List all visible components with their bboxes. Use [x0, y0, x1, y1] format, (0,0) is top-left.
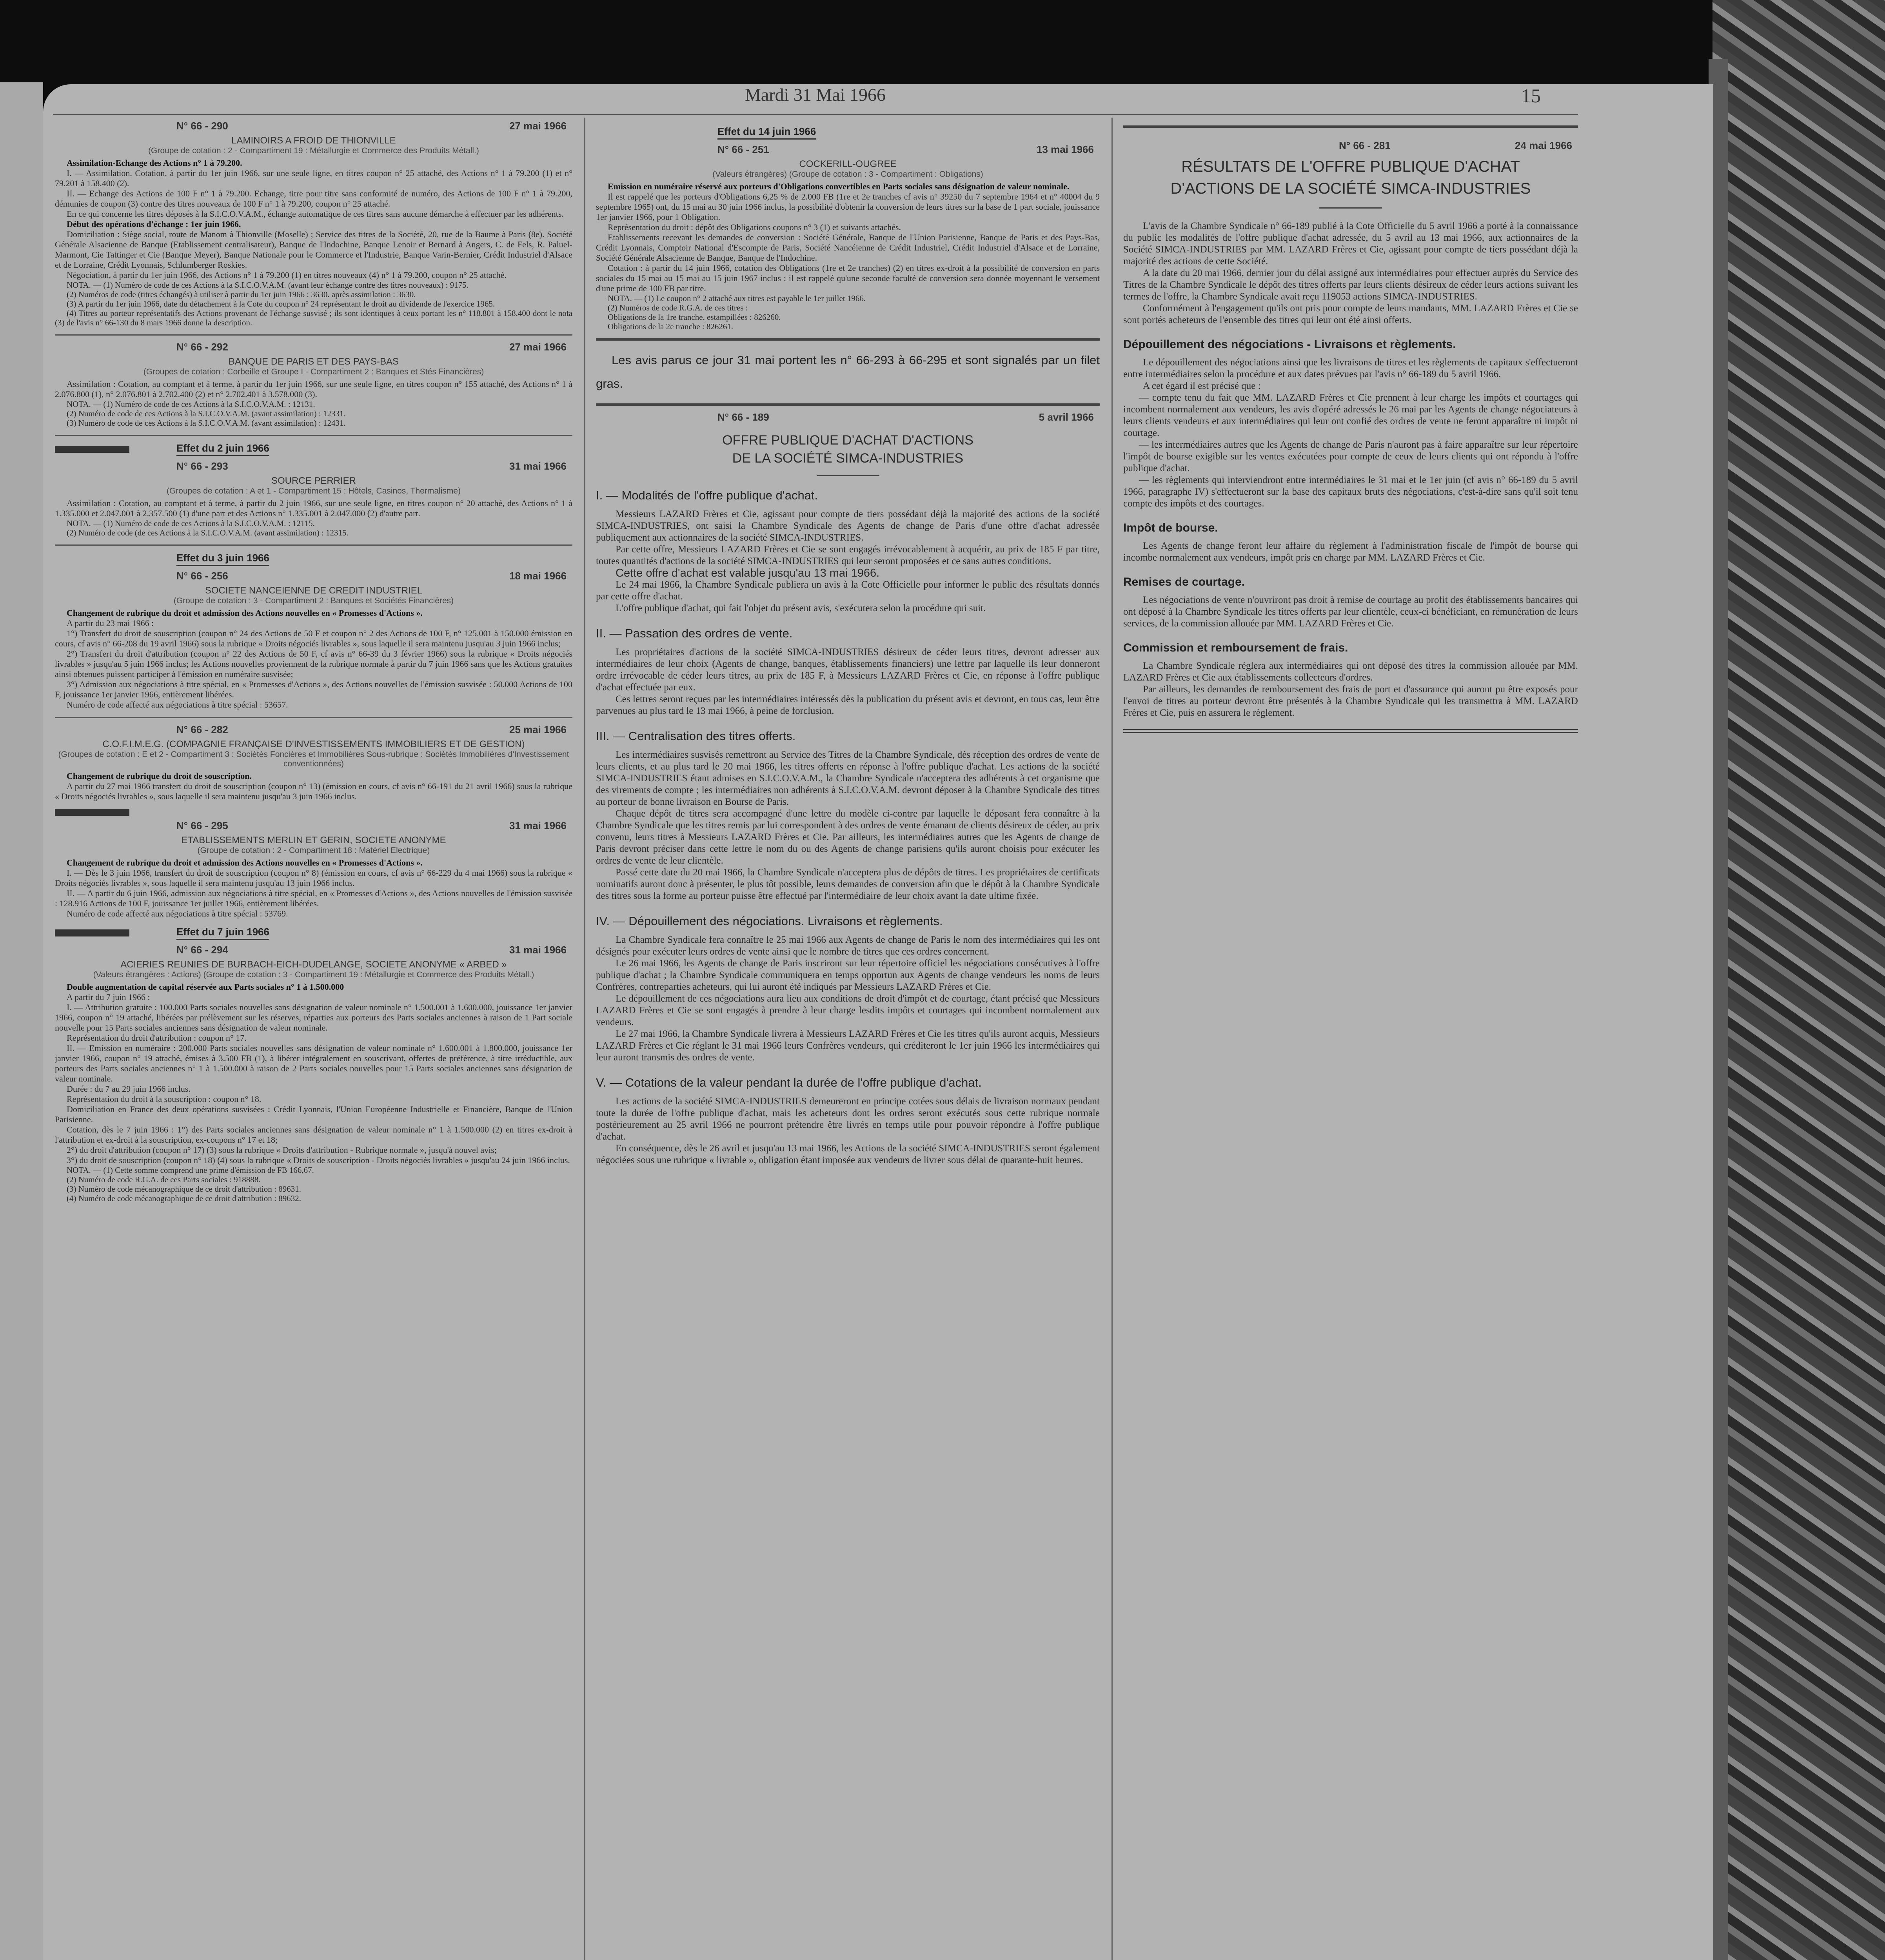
paragraph: Domiciliation : Siège social, route de Manom à Thionville (Moselle) ; Service des titres de la Société, 20, rue de la Baume à Paris (8e). Société Générale Alsacienne de Banque (Etablissement centralisateur), Banque de l'Indochine, Banque Lenoir et Bernard à Angers, C. de Fels, R. Paluel-Marmont, Cie Tattinger et Cie (Banque Meyer), Banque Nationale pour le Commerce et l'Industrie, Banque Varin-Bernier, Crédit Industriel d'Alsace et de Lorraine, Crédit Lyonnais, Schlumberger Roskies. [55, 229, 572, 270]
notice-66-282 [55, 724, 572, 802]
paragraph: Les propriétaires d'actions de la société SIMCA-INDUSTRIES désireux de céder leurs titres, devront adresser aux intermédiaires de leur choix (Agents de change, banques, établissements financiers) une lettre par laquelle ils leur donneront ordre irrévocable de céder leurs titres, au prix de 185 F, à Messieurs LAZARD Frères et Cie, en réponse à l'offre publique d'achat effectuée par eux. [596, 647, 1100, 693]
paragraph: — compte tenu du fait que MM. LAZARD Frères et Cie prennent à leur charge les impôts et courtages qui incombent normalement aux vendeurs, les avis d'opéré adressés le 26 mai par les Agents de change négociateurs à leurs clients vendeurs et aux intermédiaires qui leur ont confié des ordres de vente ne feront apparaître ni impôt ni courtage. [1123, 392, 1578, 438]
company-name: SOURCE PERRIER [271, 475, 356, 486]
paragraph: Le 27 mai 1966, la Chambre Syndicale livrera à Messieurs LAZARD Frères et Cie les titres qu'ils auront acquis, Messieurs LAZARD Frères et Cie réglant le 31 mai 1966 leurs Confrères vendeurs, qui créditeront le 1er juin 1966 les intermédiaires qui leur auront transmis des ordres de vente. [596, 1029, 1100, 1063]
column-divider-1 [584, 118, 585, 1960]
nota: NOTA. — (1) Numéro de code de ces Actions à la S.I.C.O.V.A.M. : 12115. [67, 519, 315, 528]
short-rule [1319, 207, 1382, 209]
notice-date: 18 mai 1966 [509, 570, 567, 582]
paragraph: Les Agents de change feront leur affaire du règlement à l'administration fiscale de l'impôt de bourse qui incombe normalement aux vendeurs, impôt pris en charge par MM. LAZARD Frères et Cie. [1123, 541, 1578, 563]
nota: NOTA. — (1) Cette somme comprend une prime d'émission de FB 166,67. [67, 1165, 314, 1175]
bold-rule-marker [55, 809, 129, 816]
paragraph: Les intermédiaires susvisés remettront au Service des Titres de la Chambre Syndicale, dès réception des ordres de vente de leurs clients, et au plus tard le 20 mai 1966, les titres offerts en réponse à l'offre publique d'achat. Les actions de la société SIMCA-INDUSTRIES étant admises en S.I.C.O.V.A.M., la Chambre Syndicale n'acceptera des adhérents à cet organisme que des virements de compte ; les intermédiaires non adhérents à S.I.C.O.V.A.M. devront déposer à la Chambre Syndicale des titres au porteur de bonne livraison en Bourse de Paris. [596, 750, 1100, 807]
notice-66-251 [596, 143, 1100, 331]
group-info: (Groupes de cotation : E et 2 - Compartiment 3 : Sociétés Foncières et Immobilières Sous-rubrique : Sociétés Immobilières d'Investissement conventionnées) [58, 750, 569, 768]
paragraph: Numéro de code affecté aux négociations à titre spécial : 53657. [67, 700, 288, 710]
nota: NOTA. — (1) Le coupon n° 2 attaché aux titres est payable le 1er juillet 1966. [608, 294, 866, 303]
paragraph: 1°) Transfert du droit de souscription (coupon n° 24 des Actions de 50 F et coupon n° 2 des Actions de 100 F, n° 125.001 à 150.000 émission en cours, cf avis n° 66-208 du 19 avril 1966) sous la rubrique « Droits négociés livrables », sous laquelle il sera maintenu jusqu'au 3 juin 1966 inclus; [55, 628, 572, 648]
paragraph: Cette offre d'achat est valable jusqu'au 13 mai 1966. [616, 567, 880, 579]
company-name: ETABLISSEMENTS MERLIN ET GERIN, SOCIETE ANONYME [181, 835, 446, 846]
effet-heading: Effet du 14 juin 1966 [596, 125, 1100, 140]
paragraph: En ce qui concerne les titres déposés à la S.I.C.O.V.A.M., échange automatique de ces titres sans aucune démarche à effectuer par les adhérents. [67, 209, 564, 219]
nota: (3) Numéro de code de ces Actions à la S.I.C.O.V.A.M. (avant assimilation) : 12431. [67, 418, 346, 428]
notice-66-293 [55, 460, 572, 537]
previous-page-edge [0, 82, 43, 1960]
nota: Obligations de la 1re tranche, estampillées : 826260. [608, 312, 781, 322]
company-name: C.O.F.I.M.E.G. (COMPAGNIE FRANÇAISE D'INVESTISSEMENTS IMMOBILIERS ET DE GESTION) [102, 739, 525, 750]
notice-number: N° 66 - 295 [176, 820, 228, 831]
paragraph: Changement de rubrique du droit et admission des Actions nouvelles en « Promesses d'Actions ». [67, 608, 423, 618]
group-info: (Groupe de cotation : 2 - Compartiment 19 : Métallurgie et Commerce des Produits Métall.) [148, 146, 479, 155]
notice-66-295 [55, 820, 572, 919]
paragraph: Durée : du 7 au 29 juin 1966 inclus. [67, 1084, 191, 1094]
paragraph: 2°) Transfert du droit d'attribution (coupon n° 22 des Actions de 50 F, cf avis n° 66-39 du 3 février 1966) sous la rubrique « Droits négociés livrables » jusqu'au 5 juin 1966 inclus; les Actions nouvelles proviennent de la rubrique normale à partir du 7 juin 1966 sans que les Actions gratuites ainsi obtenues puissent participer à l'émission en numéraire susvisée; [55, 649, 572, 679]
avis-notice: Les avis parus ce jour 31 mai portent les n° 66-293 à 66-295 et sont signalés par un filet gras. [596, 353, 1100, 390]
paragraph: L'avis de la Chambre Syndicale n° 66-189 publié à la Cote Officielle du 5 avril 1966 a porté à la connaissance du public les modalités de l'offre publique d'achat adressée, du 5 avril au 13 mai 1966, aux actionnaires de la Société SIMCA-INDUSTRIES par MM. LAZARD Frères et Cie, agissant pour compte de tiers possédant déjà la majorité des actions de cette Société. [1123, 221, 1578, 267]
paragraph: Numéro de code affecté aux négociations à titre spécial : 53769. [67, 909, 288, 918]
paragraph: Le 24 mai 1966, la Chambre Syndicale publiera un avis à la Cote Officielle pour informer le public des résultats donnés par cette offre d'achat. [596, 579, 1100, 602]
paragraph: Il est rappelé que les porteurs d'Obligations 6,25 % de 2.000 FB (1re et 2e tranches cf avis n° 39250 du 7 septembre 1964 et n° 40004 du 9 septembre 1965) ont, du 15 mai au 30 juin 1966 inclus, la possibilité d'obtenir la conversion de leurs titres sur la base de 1 part sociale, jouissance 1er janvier 1966, pour 1 Obligation. [596, 192, 1100, 222]
paragraph: II. — Emission en numéraire : 200.000 Parts sociales nouvelles sans désignation de valeur nominale n° 1.600.001 à 1.800.000, jouissance 1er janvier 1966, coupon n° 19 attaché, émises à 3.500 FB (1), à libérer intégralement en souscrivant, offertes de préférence, à titre irréductible, aux porteurs des Parts sociales anciennes n° 1 à 1.500.000 à raison de 2 Parts sociales nouvelles pour 15 Parts sociales anciennes sans désignation de valeur nominale. [55, 1043, 572, 1083]
paragraph: Changement de rubrique du droit et admission des Actions nouvelles en « Promesses d'Actions ». [67, 858, 423, 867]
binder-edge [1712, 0, 1885, 1960]
notice-date: 13 mai 1966 [1036, 143, 1094, 155]
separator [55, 334, 572, 336]
section-heading: Impôt de bourse. [1123, 521, 1218, 534]
paragraph: Négociation, à partir du 1er juin 1966, des Actions n° 1 à 79.200 (1) en titres nouveaux (4) n° 1 à 79.200, coupon n° 25 attaché. [67, 270, 507, 280]
paragraph: Le dépouillement de ces négociations aura lieu aux conditions de droit d'impôt et de courtage, étant précisé que Messieurs LAZARD Frères et Cie se sont engagés à prendre à leur charge lesdits impôts et courtages qui incombent normalement aux vendeurs. [596, 993, 1100, 1027]
section-heading: V. — Cotations de la valeur pendant la durée de l'offre publique d'achat. [596, 1076, 982, 1089]
paragraph: Les négociations de vente n'ouvriront pas droit à remise de courtage au profit des établissements bancaires qui ont déposé à la Chambre Syndicale les titres offerts par leur clientèle, ceux-ci bénéficiant, en rémunération de leurs services, de la commission allouée par MM. LAZARD Frères et Cie. [1123, 595, 1578, 629]
nota: (2) Numéro de code de ces Actions à la S.I.C.O.V.A.M. (avant assimilation) : 12331. [67, 409, 346, 418]
nota: (4) Numéro de code mécanographique de ce droit d'attribution : 89632. [67, 1194, 301, 1203]
paragraph: Etablissements recevant les demandes de conversion : Société Générale, Banque de l'Union Parisienne, Banque de Paris et des Pays-Bas, Crédit Lyonnais, Comptoir National d'Escompte de Paris, Société Nancéienne de Crédit Industriel, Crédit Industriel d'Alsace et de Lorraine, Société Générale Alsacienne de Banque, Banque de l'Indochine. [596, 232, 1100, 263]
column-left [55, 118, 572, 1960]
notice-date: 5 avril 1966 [1039, 411, 1094, 423]
company-name: SOCIETE NANCEIENNE DE CREDIT INDUSTRIEL [205, 585, 423, 596]
bold-rule-marker [55, 446, 129, 453]
paragraph: Par cette offre, Messieurs LAZARD Frères et Cie se sont engagés irrévocablement à acquérir, au prix de 185 F par titre, toutes quantités d'actions de la société SIMCA-INDUSTRIES qui leur seront proposées et ce sans autres conditions. [596, 544, 1100, 566]
results-title: RÉSULTATS DE L'OFFRE PUBLIQUE D'ACHAT D'ACTIONS DE LA SOCIÉTÉ SIMCA-INDUSTRIES [1170, 158, 1531, 197]
section-heading: II. — Passation des ordres de vente. [596, 626, 793, 640]
column-divider-2 [1111, 118, 1113, 1960]
separator [55, 544, 572, 546]
paragraph: II. — A partir du 6 juin 1966, admission aux négociations à titre spécial, en « Promesses d'Actions », des Actions nouvelles de l'émission susvisée : 128.916 Actions de 100 F, jouissance 1er juillet 1966, entièrement libérées. [55, 888, 572, 908]
notice-date: 27 mai 1966 [509, 341, 567, 353]
paragraph: A partir du 7 juin 1966 : [67, 992, 150, 1002]
nota: (3) Numéro de code mécanographique de ce droit d'attribution : 89631. [67, 1184, 301, 1194]
company-name: LAMINOIRS A FROID DE THIONVILLE [231, 135, 396, 146]
notice-66-189 [596, 411, 1100, 1166]
paragraph: 3°) du droit de souscription (coupon n° 18) (4) sous la rubrique « Droits de souscription - Droits négociés livrables » jusqu'au 24 juin 1966 inclus. [67, 1155, 570, 1165]
group-info: (Groupe de cotation : 2 - Compartiment 18 : Matériel Electrique) [197, 846, 430, 855]
section-heading: III. — Centralisation des titres offerts. [596, 729, 796, 743]
paragraph: A la date du 20 mai 1966, dernier jour du délai assigné aux intermédiaires pour effectuer auprès du Service des Titres de la Chambre Syndicale le dépôt des titres offerts par leurs clients désireux de céder leurs actions suivant les termes de l'offre, la Chambre Syndicale avait reçu 119053 actions SIMCA-INDUSTRIES. [1123, 268, 1578, 302]
paragraph: Passé cette date du 20 mai 1966, la Chambre Syndicale n'acceptera plus de dépôts de titres. Les propriétaires de certificats nominatifs auront donc à présenter, le plus tôt possible, leurs demandes de conversion afin que le dépôt à la Chambre Syndicale des titres sous la forme au porteur puisse être effectué par l'intermédiaire de leur choix avant la date ultime fixée. [596, 867, 1100, 901]
paragraph: Représentation du droit d'attribution : coupon n° 17. [67, 1033, 247, 1043]
company-name: COCKERILL-OUGREE [799, 159, 897, 169]
header-date: Mardi 31 Mai 1966 [745, 85, 886, 105]
paragraph: Cotation : à partir du 14 juin 1966, cotation des Obligations (1re et 2e tranches) (2) en titres ex-droit à la possibilité de conversion en parts sociales du 15 mai au 15 mai au 15 juin 1967 inclus : il est rappelé qu'une seconde faculté de conversion sera donnée moyennant le versement d'une prime de 100 FB par titre. [596, 263, 1100, 293]
nota: (2) Numéros de code R.G.A. de ces titres : [608, 303, 748, 312]
paragraph: Chaque dépôt de titres sera accompagné d'une lettre du modèle ci-contre par laquelle le déposant fera connaître à la Chambre Syndicale que les titres remis par lui correspondent à des ordres de vente émanant de clients désireux de céder, au prix convenu, leurs titres à Messieurs LAZARD Frères et Cie. Par ailleurs, les intermédiaires autres que les Agents de change de Paris devront préciser dans cette lettre le nom du ou des Agents de change parisiens qu'ils auront choisis pour exécuter les ordres de vente de leur clientèle. [596, 808, 1100, 866]
nota: (3) A partir du 1er juin 1966, date du détachement à la Cote du coupon n° 24 représentant le droit au dividende de l'exercice 1965. [67, 299, 495, 309]
notice-66-256 [55, 570, 572, 710]
paragraph: A cet égard il est précisé que : [1143, 381, 1261, 391]
paragraph: I. — Assimilation. Cotation, à partir du 1er juin 1966, sur une seule ligne, en titres coupon n° 25 attaché, des Actions n° 1 à 79.200 (1) et n° 79.201 à 158.400 (2). [55, 168, 572, 188]
nota: (2) Numéro de code (de ces Actions à la S.I.C.O.V.A.M. (avant assimilation) : 12315. [67, 528, 349, 537]
notice-number: N° 66 - 293 [176, 460, 228, 472]
paragraph: Le dépouillement des négociations ainsi que les livraisons de titres et les règlements de capitaux s'effectueront entre intermédiaires selon la procédure et aux dates prévues par l'avis n° 66-189 du 5 avril 1966. [1123, 357, 1578, 379]
section-heading: Commission et remboursement de frais. [1123, 641, 1348, 654]
paragraph: — les intermédiaires autres que les Agents de change de Paris n'auront pas à faire apparaître sur leur répertoire l'impôt de bourse exigible sur les ventes exécutées pour compte de ceux de leurs clients qui ont répondu à l'offre publique d'achat. [1123, 439, 1578, 474]
nota: (2) Numéro de code R.G.A. de ces Parts sociales : 918888. [67, 1175, 261, 1184]
nota: NOTA. — (1) Numéro de code de ces Actions à la S.I.C.O.V.A.M. : 12131. [67, 399, 315, 409]
notice-number: N° 66 - 251 [717, 143, 769, 155]
notice-66-290 [55, 120, 572, 327]
paragraph: Conformément à l'engagement qu'ils ont pris pour compte de leurs mandants, MM. LAZARD Frères et Cie se sont portés acheteurs de l'ensemble des titres qui leur ont été ainsi offerts. [1123, 303, 1578, 325]
separator [596, 403, 1100, 406]
notice-date: 25 mai 1966 [509, 724, 567, 735]
bold-rule [55, 809, 572, 816]
paragraph: Assimilation : Cotation, au comptant et à terme, à partir du 2 juin 1966, sur une seule ligne, en titres coupon n° 20 attaché, des Actions n° 1 à 1.335.000 et 2.047.001 à 2.357.500 (1) d'une part et des Actions n° 1.335.001 à 2.047.000 (2) d'autre part. [55, 498, 572, 518]
paragraph: Double augmentation de capital réservée aux Parts sociales n° 1 à 1.500.000 [67, 982, 344, 992]
paragraph: Assimilation : Cotation, au comptant et à terme, à partir du 1er juin 1966, sur une seule ligne, en titres coupon n° 155 attaché, des Actions n° 1 à 2.076.800 (1), n° 2.076.801 à 2.702.400 (2) et n° 2.702.401 à 3.578.000 (3). [55, 379, 572, 399]
paragraph: Cotation, dès le 7 juin 1966 : 1°) des Parts sociales anciennes sans désignation de valeur nominale n° 1 à 1.500.000 (2) en titres ex-droit à l'attribution et ex-droit à la souscription, ex-coupons n° 17 et 18; [55, 1125, 572, 1145]
notice-date: 31 mai 1966 [509, 820, 567, 831]
paragraph: A partir du 23 mai 1966 : [67, 618, 154, 628]
paragraph: La Chambre Syndicale réglera aux intermédiaires qui ont déposé des titres la commission allouée par MM. LAZARD Frères et Cie aux établissements collecteurs d'ordres. [1123, 661, 1578, 683]
company-name: ACIERIES REUNIES DE BURBACH-EICH-DUDELANGE, SOCIETE ANONYME « ARBED » [120, 959, 507, 970]
separator [55, 435, 572, 436]
notice-number: N° 66 - 189 [717, 411, 769, 423]
notice-66-294 [55, 944, 572, 1203]
paragraph: Messieurs LAZARD Frères et Cie, agissant pour compte de tiers possédant déjà la majorité des actions de la société SIMCA-INDUSTRIES, ont saisi la Chambre Syndicale des Agents de change de Paris d'une offre d'achat adressée publiquement aux actionnaires de la société SIMCA-INDUSTRIES. [596, 509, 1100, 543]
company-name: BANQUE DE PARIS ET DES PAYS-BAS [228, 356, 399, 367]
column-middle [596, 118, 1100, 1960]
notice-date: 27 mai 1966 [509, 120, 567, 132]
notice-date: 31 mai 1966 [509, 460, 567, 472]
separator [596, 338, 1100, 341]
group-info: (Valeurs étrangères) (Groupe de cotation : 3 - Compartiment : Obligations) [712, 170, 983, 179]
paragraph: Les actions de la société SIMCA-INDUSTRIES demeureront en principe cotées sous délais de livraison normaux pendant toute la durée de l'offre publique d'achat, mais les acheteurs dont les ordres seront exécutés sous cette rubrique normale postérieurement au 25 avril 1966 ne pourront prétendre être livrés en temps utile pour pouvoir répondre à l'offre publique d'achat. [596, 1096, 1100, 1142]
effet-heading: Effet du 2 juin 1966 [55, 442, 572, 456]
notice-66-281 [1123, 140, 1578, 719]
notice-66-292 [55, 341, 572, 428]
paragraph: La Chambre Syndicale fera connaître le 25 mai 1966 aux Agents de change de Paris le nom des intermédiaires qui les ont désignés pour exécuter leurs ordres de vente ainsi que le nombre de titres que ces ordres concernent. [596, 935, 1100, 957]
group-info: (Valeurs étrangères : Actions) (Groupe de cotation : 3 - Compartiment 19 : Métallurgie et Commerce des Produits Métall.) [93, 970, 534, 979]
paragraph: Ces lettres seront reçues par les intermédiaires intéressés dès la publication du présent avis et devront, en tous cas, leur être parvenues au plus tard le 13 mai 1966, à peine de forclusion. [596, 694, 1100, 716]
paragraph: Changement de rubrique du droit de souscription. [67, 771, 252, 781]
paragraph: L'offre publique d'achat, qui fait l'objet du présent avis, s'exécutera selon la procédure qui suit. [616, 603, 986, 613]
paragraph: Par ailleurs, les demandes de remboursement des frais de port et d'assurance qui auront pu être exposés pour l'envoi de titres au porteur devront être présentés à la Chambre Syndicale qui les transmettra à MM. LAZARD Frères et Cie, puis en assurera le règlement. [1123, 684, 1578, 718]
notice-number: N° 66 - 292 [176, 341, 228, 353]
closing-double-rule [1123, 729, 1578, 733]
paragraph: — les règlements qui interviendront entre intermédiaires le 31 mai et le 1er juin (cf avis n° 66-189 du 5 avril 1966, paragraphe IV) s'effectueront sur la base des capitaux bruts des négociations, c'est-à-dire sans qu'il soit tenu compte des impôts et des courtages. [1123, 475, 1578, 509]
separator [55, 717, 572, 718]
paragraph: I. — Dès le 3 juin 1966, transfert du droit de souscription (coupon n° 8) (émission en cours, cf avis n° 66-229 du 4 mai 1966) sous la rubrique « Droits négociés livrables », sous laquelle il sera maintenu jusqu'au 13 juin 1966 inclus. [55, 868, 572, 888]
notice-number: N° 66 - 294 [176, 944, 228, 956]
nota: NOTA. — (1) Numéro de code de ces Actions à la S.I.C.O.V.A.M. (avant leur échange contre des titres nouveaux) : 9175. [67, 280, 469, 290]
paragraph: Représentation du droit : dépôt des Obligations coupons n° 3 (1) et suivants attachés. [608, 222, 901, 232]
nota: Obligations de la 2e tranche : 826261. [608, 322, 734, 331]
notice-number: N° 66 - 281 [1339, 140, 1391, 151]
header-rule [53, 114, 1578, 115]
section-heading: IV. — Dépouillement des négociations. Livraisons et règlements. [596, 914, 943, 928]
paragraph: II. — Echange des Actions de 100 F n° 1 à 79.200. Echange, titre pour titre sans conformité de numéro, des Actions de 100 F n° 1 à 79.200, démunies de coupon (3) contre des titres nouveaux de 100 F n° 1 à 79.200, coupon n° 25 attaché. [55, 189, 572, 209]
notice-number: N° 66 - 256 [176, 570, 228, 582]
section-heading: I. — Modalités de l'offre publique d'achat. [596, 488, 818, 502]
paragraph: I. — Attribution gratuite : 100.000 Parts sociales nouvelles sans désignation de valeur nominale n° 1.500.001 à 1.600.000, jouissance 1er janvier 1966, coupon n° 19 attaché, libérées par prélèvement sur les réserves, réparties aux porteurs des Parts sociales anciennes à raison de 1 Part sociale nouvelle pour 15 Parts sociales anciennes sans désignation de valeur nominale. [55, 1002, 572, 1033]
section-heading: Dépouillement des négociations - Livraisons et règlements. [1123, 338, 1456, 351]
paragraph: Début des opérations d'échange : 1er juin 1966. [67, 219, 241, 229]
paragraph: En conséquence, dès le 26 avril et jusqu'au 13 mai 1966, les Actions de la société SIMCA-INDUSTRIES seront également négociées sous une rubrique « livrable », obligation étant imposée aux vendeurs de livrer sous délai de quarante-huit heures. [596, 1143, 1100, 1165]
nota: (4) Titres au porteur représentatifs des Actions provenant de l'échange susvisé ; ils sont identiques à ceux portant les n° 118.801 à 158.400 dont le nota (3) de l'avis n° 66-130 du 8 mars 1966 donne la description. [55, 309, 572, 327]
paragraph: Le 26 mai 1966, les Agents de change de Paris inscriront sur leur répertoire officiel les négociations consécutives à l'offre publique d'achat ; la Chambre Syndicale communiquera en temps opportun aux Agents de change vendeurs les noms de leurs Confrères, contreparties acheteurs, qui lui auront été indiqués par Messieurs LAZARD Frères et Cie. [596, 958, 1100, 992]
group-info: (Groupes de cotation : Corbeille et Groupe I - Compartiment 2 : Banques et Stés Financières) [143, 367, 484, 376]
paragraph: Emission en numéraire réservé aux porteurs d'Obligations convertibles en Parts sociales sans désignation de valeur nominale. [608, 181, 1070, 191]
column-right [1123, 118, 1578, 1960]
paragraph: Représentation du droit à la souscription : coupon n° 18. [67, 1094, 262, 1104]
effet-heading: Effet du 3 juin 1966 [55, 552, 572, 566]
page-number: 15 [1521, 85, 1541, 107]
paragraph: Domiciliation en France des deux opérations susvisées : Crédit Lyonnais, l'Union Européenne Industrielle et Financière, Banque de l'Union Parisienne. [55, 1104, 572, 1124]
notice-number: N° 66 - 282 [176, 724, 228, 735]
paragraph: A partir du 27 mai 1966 transfert du droit de souscription (coupon n° 13) (émission en cours, cf avis n° 66-191 du 21 avril 1966) sous la rubrique « Droits négociés livrables », sous laquelle il sera maintenu jusqu'au 3 juin 1966 inclus. [55, 781, 572, 801]
offer-title: OFFRE PUBLIQUE D'ACHAT D'ACTIONS DE LA SOCIÉTÉ SIMCA-INDUSTRIES [722, 433, 973, 466]
paragraph: 2°) du droit d'attribution (coupon n° 17) (3) sous la rubrique « Droits d'attribution - Rubrique normale », jusqu'à nouvel avis; [67, 1145, 497, 1155]
paragraph: Assimilation-Echange des Actions n° 1 à 79.200. [67, 158, 242, 168]
notice-number: N° 66 - 290 [176, 120, 228, 132]
effet-heading: Effet du 7 juin 1966 [55, 926, 572, 940]
notice-date: 31 mai 1966 [509, 944, 567, 956]
notice-date: 24 mai 1966 [1515, 140, 1572, 151]
paragraph: 3°) Admission aux négociations à titre spécial, en « Promesses d'Actions », des Actions nouvelles de l'émission susvisée : 50.000 Actions de 100 F, jouissance 1er janvier 1966, entièrement libérées. [55, 679, 572, 699]
nota: (2) Numéros de code (titres échangés) à utiliser à partir du 1er juin 1966 : 3630. après assimilation : 3630. [67, 290, 416, 299]
section-heading: Remises de courtage. [1123, 575, 1245, 588]
group-info: (Groupe de cotation : 3 - Compartiment 2 : Banques et Sociétés Financières) [173, 596, 454, 605]
short-rule [817, 475, 879, 476]
separator [1123, 125, 1578, 128]
bold-rule-marker [55, 929, 129, 936]
group-info: (Groupes de cotation : A et 1 - Compartiment 15 : Hôtels, Casinos, Thermalisme) [166, 486, 461, 495]
